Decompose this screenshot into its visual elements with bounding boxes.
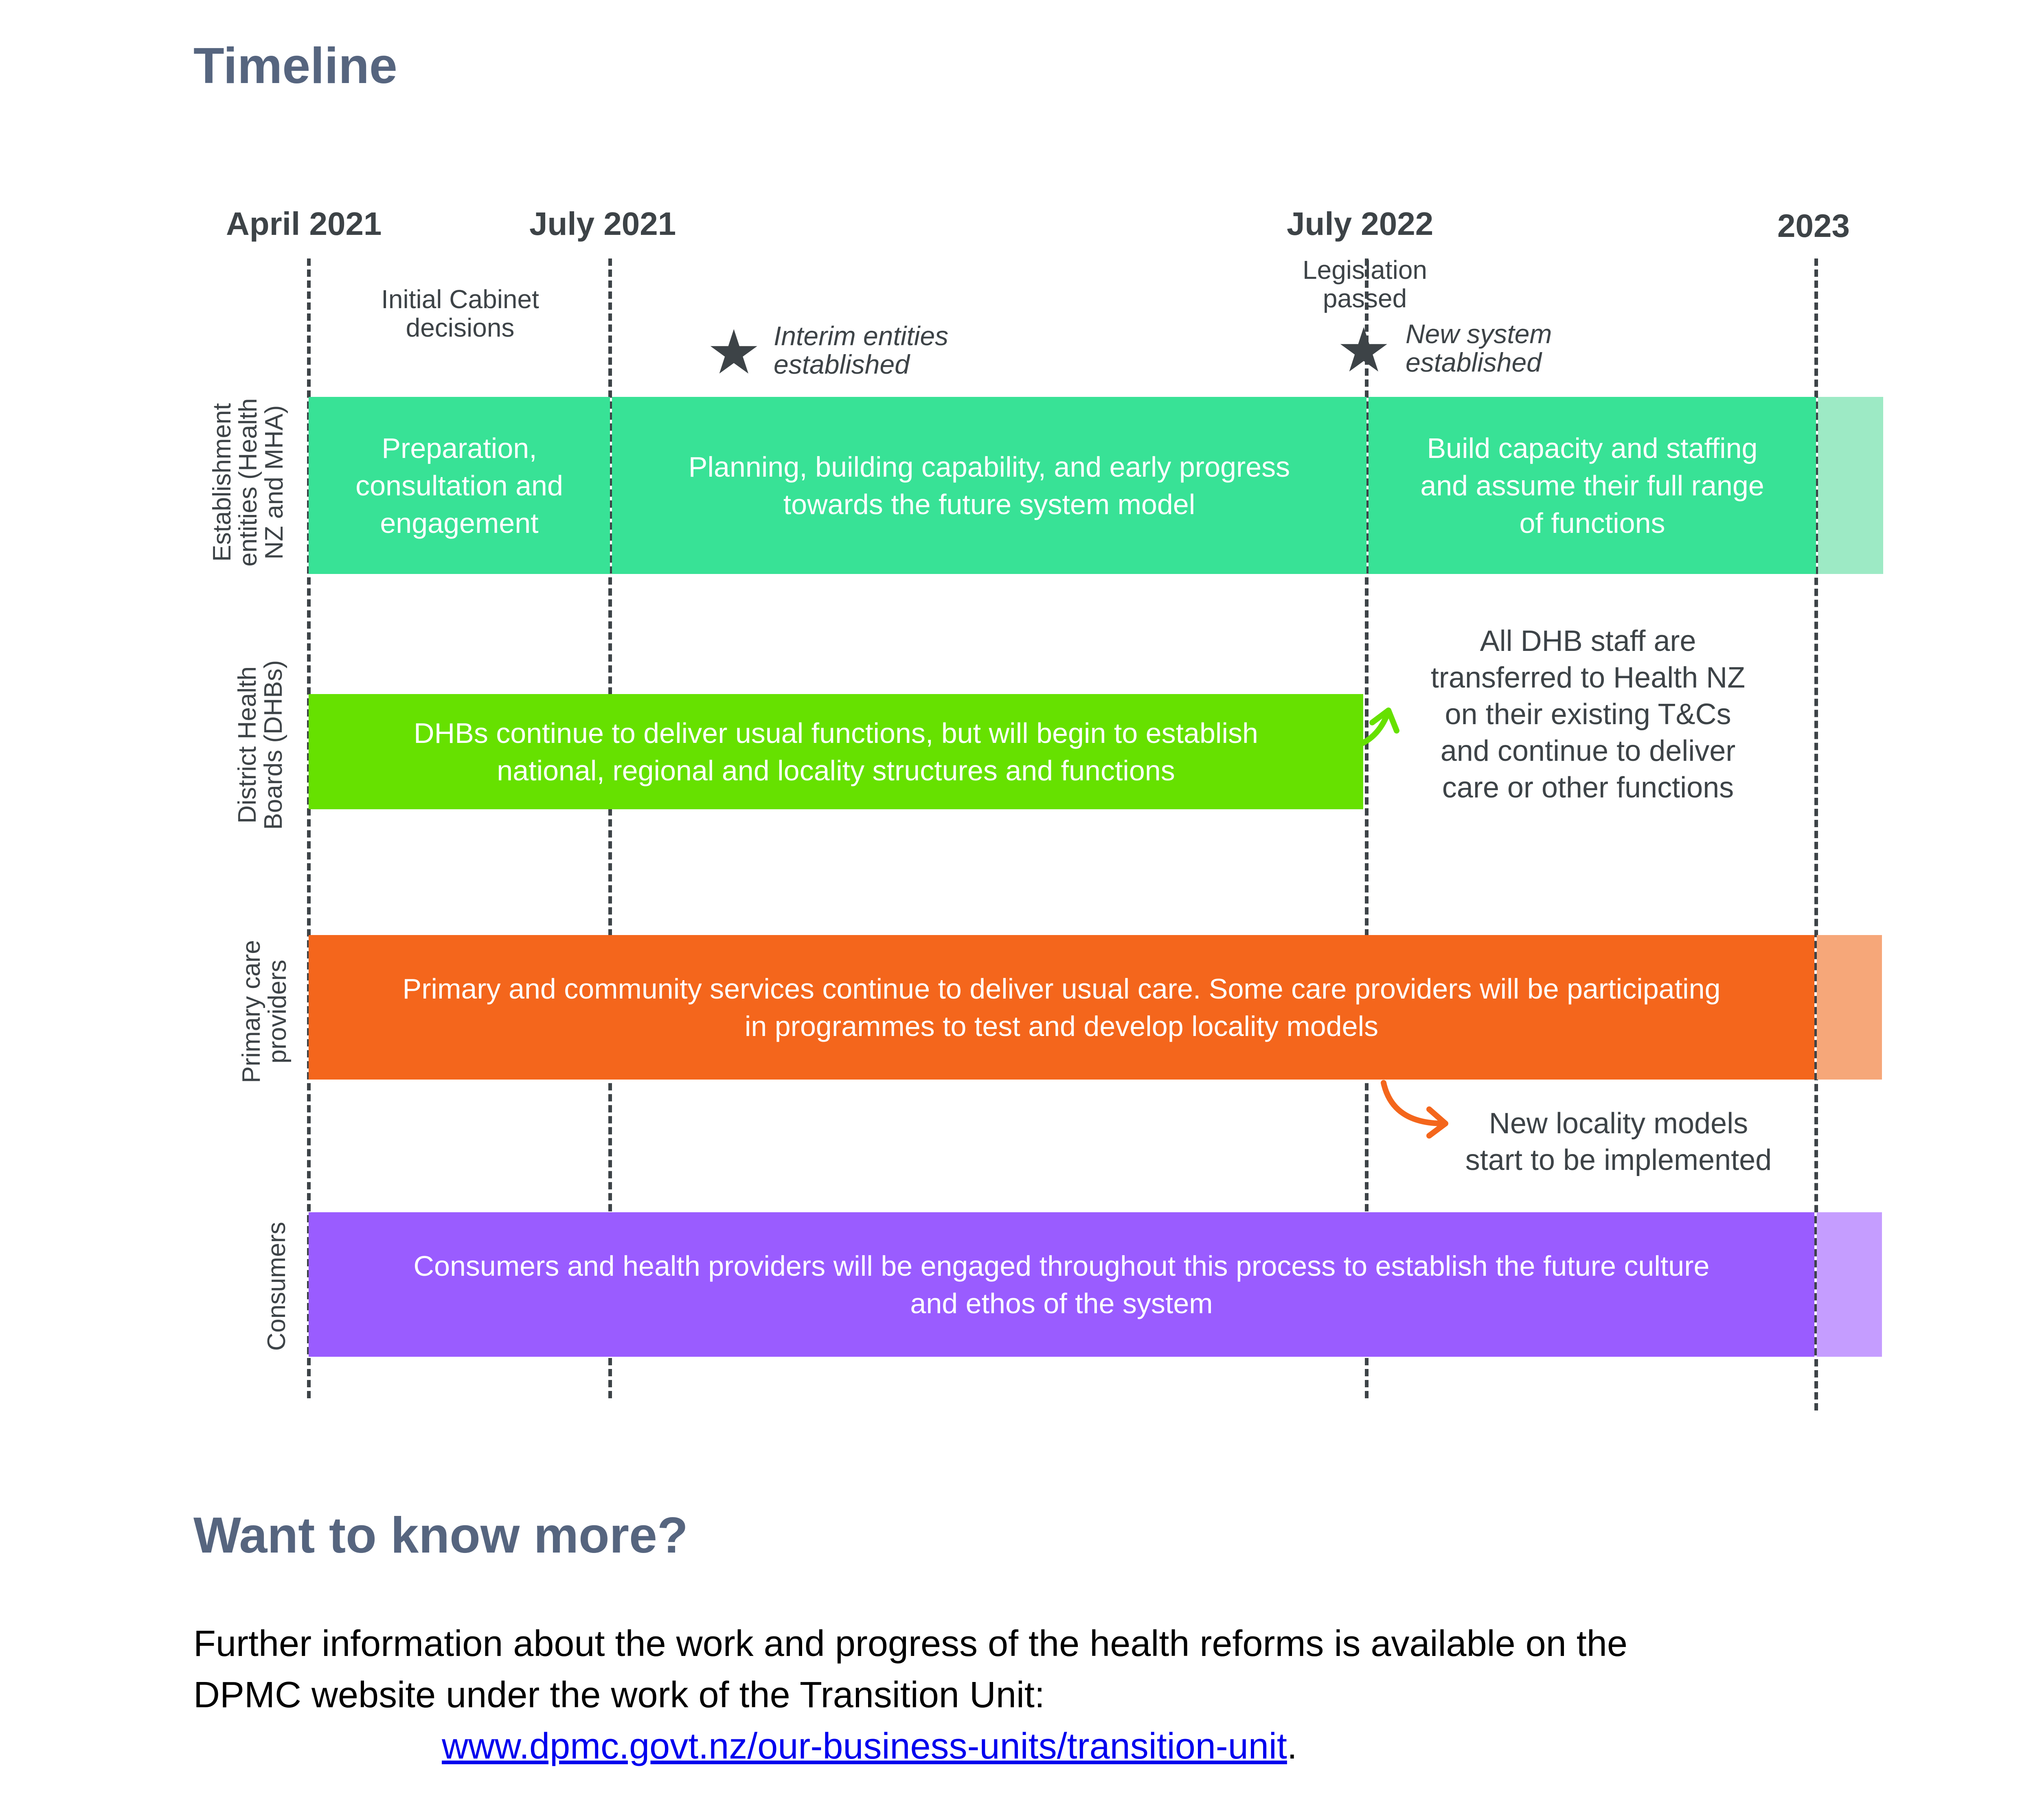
- footer-paragraph: [193, 1618, 1944, 1772]
- row-label-dhbs: District Health Boards (DHBs): [233, 660, 287, 830]
- date-2023: 2023: [1777, 208, 1850, 244]
- date-april-2021: April 2021: [226, 206, 382, 242]
- bar-establishment-planning: Planning, building capability, and early progress towards the future system model: [612, 397, 1366, 574]
- bar-consumers: Consumers and health providers will be engaged throughout this process to establish the future culture and ethos of the system: [309, 1212, 1814, 1357]
- bar-dhbs: DHBs continue to deliver usual functions, but will begin to establish national, regional and locality structures and functions: [309, 694, 1363, 809]
- bar-primary-continuation: [1817, 935, 1882, 1080]
- note-legislation-passed: Legislation passed: [1303, 255, 1427, 313]
- footer-period: .: [1287, 1726, 1297, 1767]
- primary-outcome-note: New locality models start to be implemented: [1465, 1107, 1772, 1176]
- date-july-2021: July 2021: [529, 206, 676, 242]
- dhb-outcome-note: All DHB staff are transferred to Health NZ on their existing T&Cs and continue to deliver care or other functions: [1430, 625, 1746, 804]
- footer-text-line1: Further information about the work and progress of the health reforms is available on the: [193, 1623, 1627, 1664]
- transition-unit-link[interactable]: www.dpmc.govt.nz/our-business-units/transition-unit: [442, 1726, 1287, 1767]
- note-new-system: New system established: [1406, 319, 1552, 377]
- row-label-consumers: Consumers: [263, 1222, 291, 1351]
- note-initial-cabinet: Initial Cabinet decisions: [381, 285, 539, 342]
- note-interim-entities: Interim entities established: [774, 321, 949, 379]
- bar-establishment-continuation: [1818, 397, 1883, 574]
- want-to-know-heading: Want to know more?: [193, 1507, 688, 1564]
- timeline-heading: Timeline: [193, 38, 397, 94]
- bar-establishment-build-capacity: Build capacity and staffing and assume their full range of functions: [1369, 397, 1816, 574]
- footer-link-line: [193, 1721, 1944, 1772]
- star-icon: ★: [1336, 316, 1391, 384]
- bar-consumers-continuation: [1817, 1212, 1882, 1357]
- date-july-2022: July 2022: [1287, 206, 1434, 242]
- footer-text-line2: DPMC website under the work of the Transition Unit:: [193, 1675, 1045, 1715]
- row-label-establishment: Establishment entities (Health NZ and MHA): [208, 398, 288, 567]
- bar-primary-care: Primary and community services continue to deliver usual care. Some care providers will be participating in programmes to test and develop locality models: [309, 935, 1814, 1080]
- star-icon: ★: [706, 318, 761, 386]
- row-label-primary: Primary care providers: [237, 940, 292, 1083]
- bar-establishment-preparation: Preparation, consultation and engagement: [309, 397, 610, 574]
